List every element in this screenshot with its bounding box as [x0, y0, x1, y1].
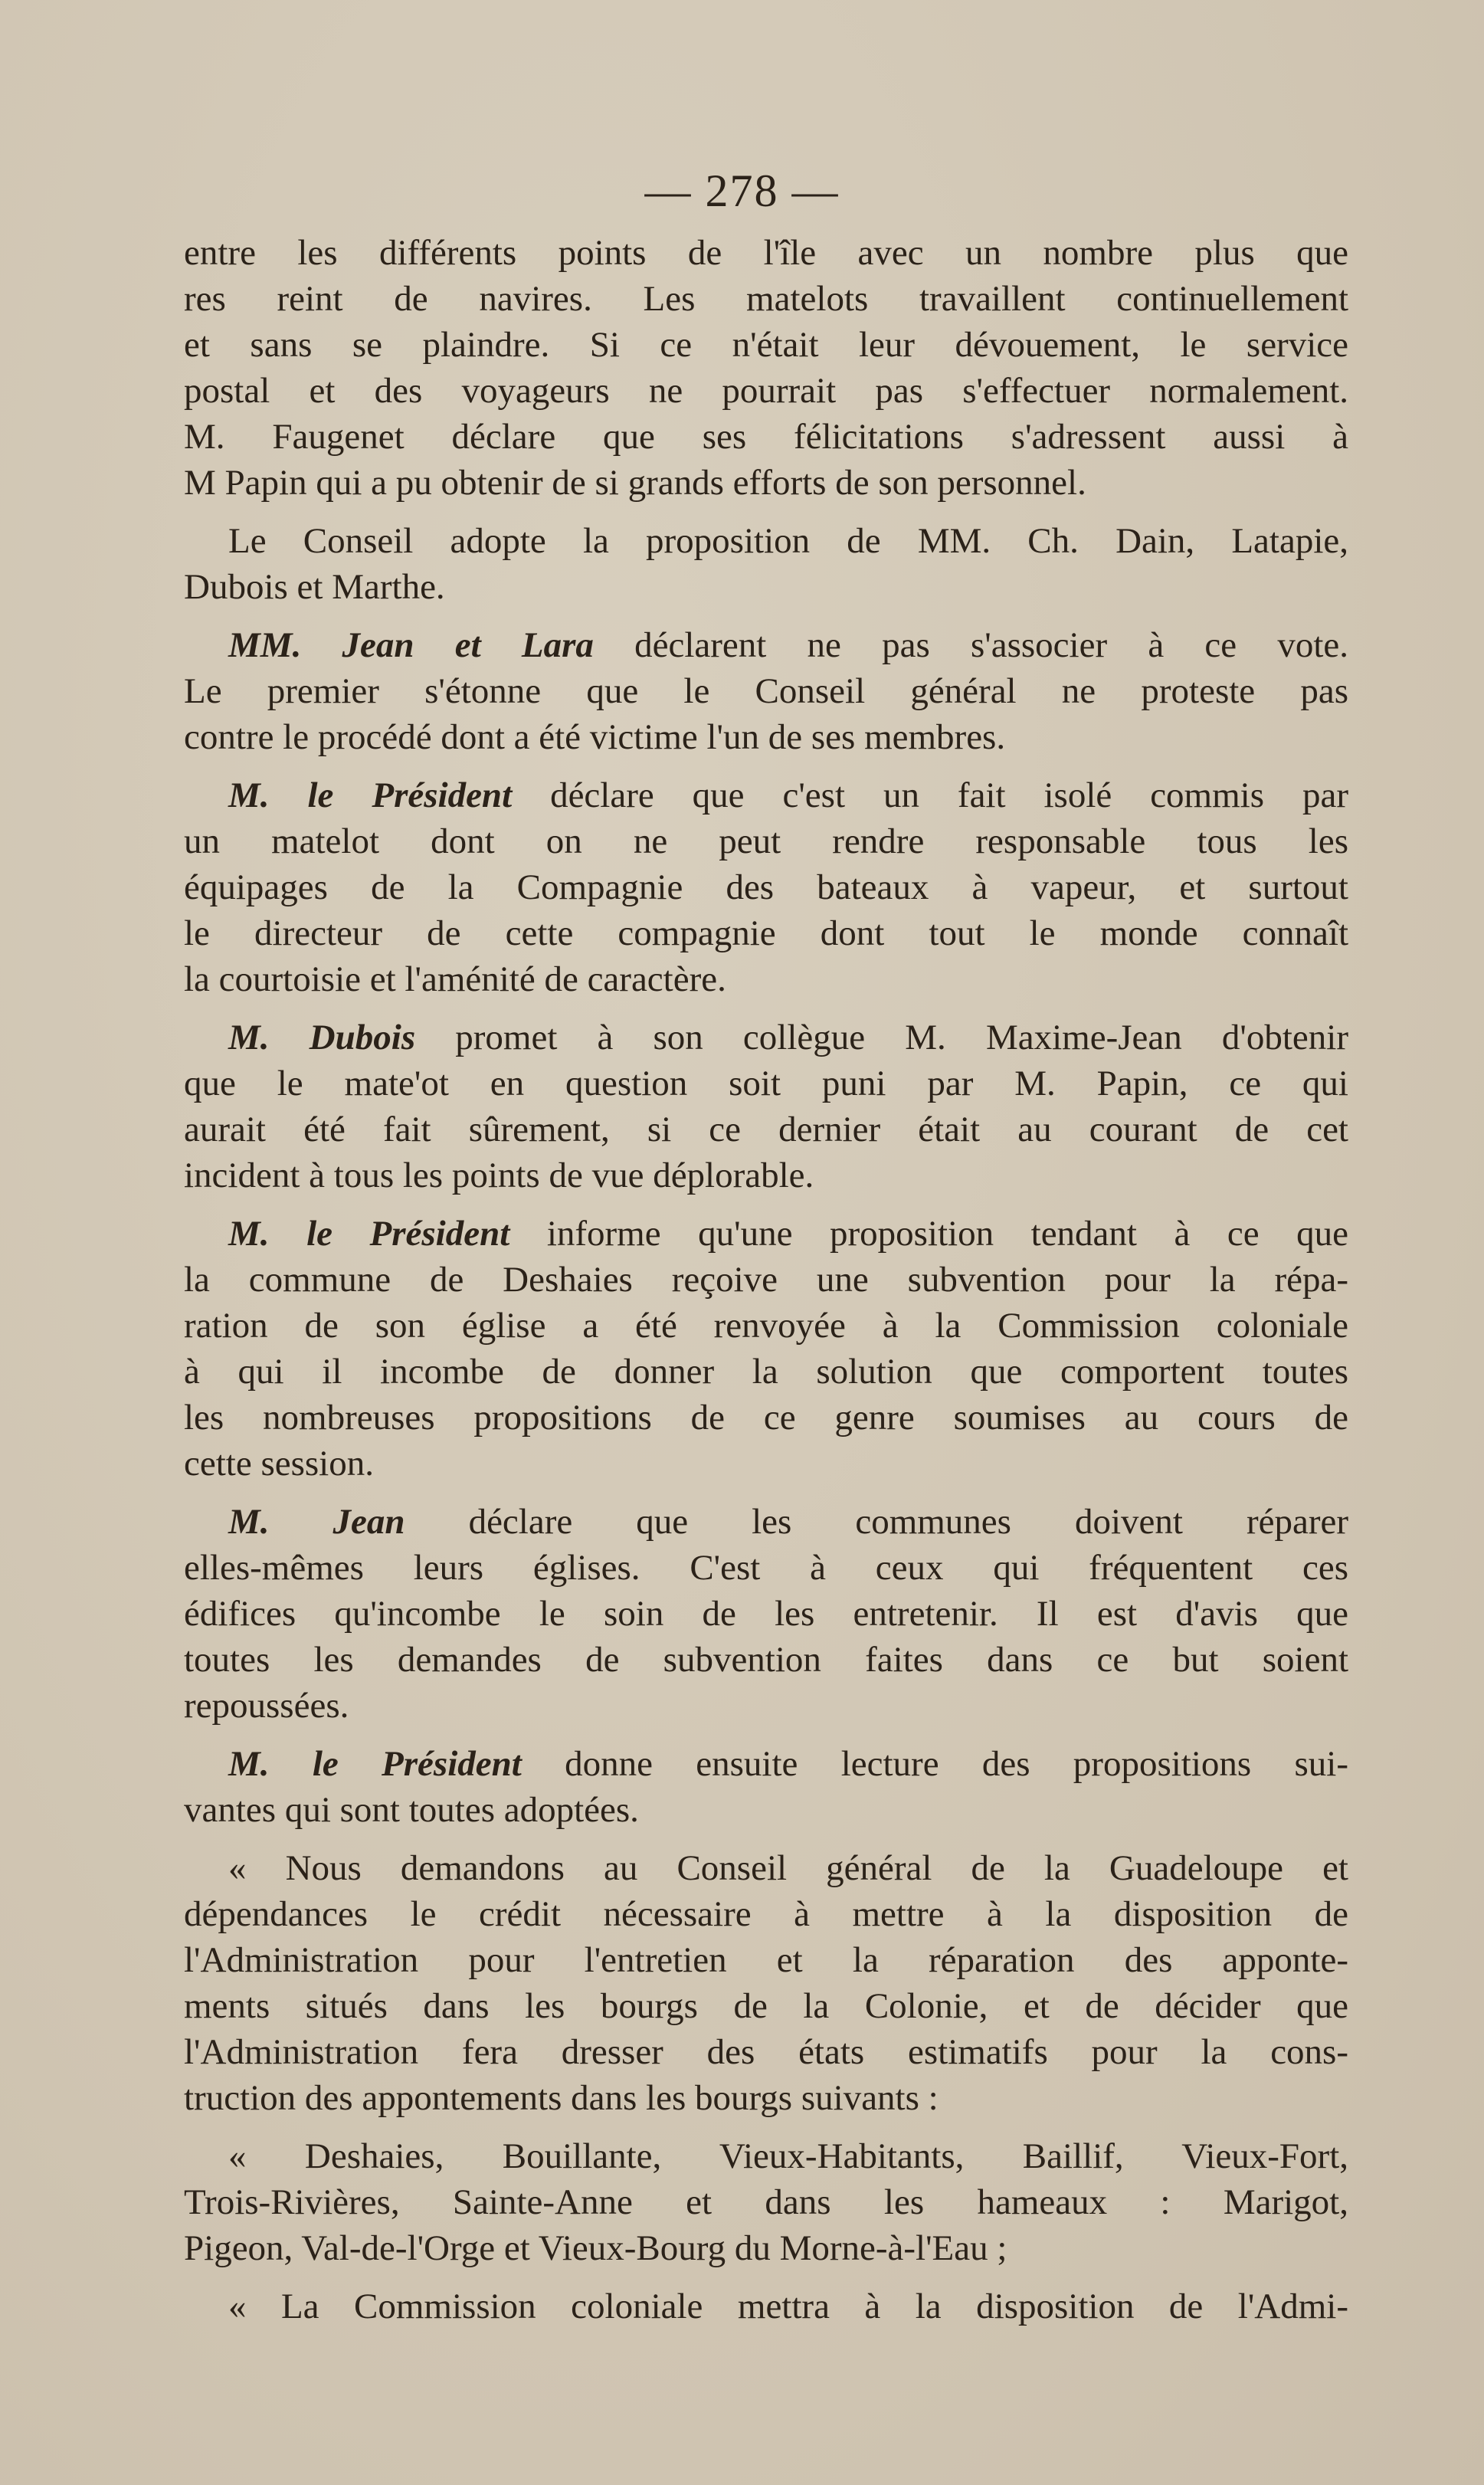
line-text: dépendances le crédit nécessaire à mettre à la disposition de	[184, 1894, 1348, 1934]
line-text: promet à son collègue M. Maxime-Jean d'obtenir	[415, 1018, 1348, 1057]
line-text: truction des appontements dans les bourgs suivants :	[184, 2078, 939, 2118]
line-text: ration de son église a été renvoyée à la Commission coloniale	[184, 1306, 1348, 1346]
paragraph	[184, 1015, 1348, 1198]
text-line	[184, 276, 1348, 322]
text-line	[184, 2133, 1348, 2179]
paragraph	[184, 1845, 1348, 2121]
line-text: elles-mêmes leurs églises. C'est à ceux qui fréquentent ces	[184, 1548, 1348, 1588]
line-text: contre le procédé dont a été victime l'un de ses membres.	[184, 717, 1006, 757]
text-line	[184, 2075, 1348, 2121]
line-text: le directeur de cette compagnie dont tout le monde connaît	[184, 913, 1348, 953]
text-line	[184, 2283, 1348, 2329]
text-line	[184, 1152, 1348, 1198]
text-line	[184, 1211, 1348, 1257]
line-text: un matelot dont on ne peut rendre responsable tous les	[184, 821, 1348, 861]
paragraph	[184, 518, 1348, 610]
text-line	[184, 368, 1348, 414]
speaker-name: M. Dubois	[228, 1018, 416, 1057]
line-text: édifices qu'incombe le soin de les entretenir. Il est d'avis que	[184, 1594, 1348, 1634]
text-line	[184, 1845, 1348, 1891]
text-line	[184, 1891, 1348, 1937]
line-text: cette session.	[184, 1444, 374, 1483]
speaker-name: M. le Président	[228, 1744, 522, 1784]
line-text: vantes qui sont toutes adoptées.	[184, 1790, 639, 1830]
text-line	[184, 864, 1348, 910]
paragraph	[184, 1741, 1348, 1833]
line-text: Dubois et Marthe.	[184, 567, 445, 607]
text-line	[184, 322, 1348, 368]
line-text: Le Conseil adopte la proposition de MM. Ch. Dain, Latapie,	[228, 521, 1348, 561]
paragraph	[184, 1499, 1348, 1729]
text-line	[184, 818, 1348, 864]
text-line	[184, 2225, 1348, 2271]
line-text: la courtoisie et l'aménité de caractère.	[184, 959, 726, 999]
line-text: et sans se plaindre. Si ce n'était leur dévouement, le service	[184, 325, 1348, 365]
text-line	[184, 910, 1348, 956]
text-line	[184, 622, 1348, 668]
line-text: « La Commission coloniale mettra à la disposition de l'Admi-	[228, 2287, 1348, 2326]
text-line	[184, 1349, 1348, 1395]
paragraph	[184, 1211, 1348, 1487]
text-line	[184, 1983, 1348, 2029]
line-text: déclare que c'est un fait isolé commis par	[512, 775, 1348, 815]
line-text: « Deshaies, Bouillante, Vieux-Habitants, Baillif, Vieux-Fort,	[228, 2136, 1348, 2176]
paragraph	[184, 772, 1348, 1002]
line-text: informe qu'une proposition tendant à ce que	[509, 1214, 1348, 1254]
text-line	[184, 772, 1348, 818]
text-line	[184, 1257, 1348, 1303]
page-number: — 278 —	[644, 166, 840, 216]
text-line	[184, 1787, 1348, 1833]
text-line	[184, 414, 1348, 460]
text-line	[184, 1637, 1348, 1683]
text-line	[184, 518, 1348, 564]
document-body	[184, 230, 1348, 2329]
text-line	[184, 2179, 1348, 2225]
text-line	[184, 714, 1348, 760]
line-text: « Nous demandons au Conseil général de la Guadeloupe et	[228, 1848, 1348, 1888]
paragraph	[184, 2133, 1348, 2271]
speaker-name: M. Jean	[228, 1502, 405, 1542]
speaker-name: M. le Président	[228, 1214, 510, 1254]
line-text: Le premier s'étonne que le Conseil général ne proteste pas	[184, 671, 1348, 711]
text-line	[184, 230, 1348, 276]
speaker-name: MM. Jean et Lara	[228, 625, 594, 665]
line-text: aurait été fait sûrement, si ce dernier était au courant de cet	[184, 1110, 1348, 1149]
text-line	[184, 1395, 1348, 1441]
text-line	[184, 460, 1348, 506]
text-line	[184, 1741, 1348, 1787]
line-text: M Papin qui a pu obtenir de si grands efforts de son personnel.	[184, 463, 1086, 503]
text-line	[184, 1106, 1348, 1152]
line-text: à qui il incombe de donner la solution que comportent toutes	[184, 1352, 1348, 1392]
line-text: res reint de navires. Les matelots travaillent continuellement	[184, 279, 1348, 319]
text-line	[184, 1303, 1348, 1349]
line-text: Trois-Rivières, Sainte-Anne et dans les hameaux : Marigot,	[184, 2182, 1348, 2222]
line-text: entre les différents points de l'île avec un nombre plus que	[184, 233, 1348, 273]
speaker-name: M. le Président	[228, 775, 513, 815]
paragraph	[184, 622, 1348, 760]
line-text: ments situés dans les bourgs de la Colonie, et de décider que	[184, 1986, 1348, 2026]
line-text: donne ensuite lecture des propositions sui-	[521, 1744, 1348, 1784]
line-text: repoussées.	[184, 1686, 349, 1726]
line-text: M. Faugenet déclare que ses félicitations s'adressent aussi à	[184, 417, 1348, 457]
text-line	[184, 2029, 1348, 2075]
line-text: toutes les demandes de subvention faites dans ce but soient	[184, 1640, 1348, 1680]
line-text: Pigeon, Val-de-l'Orge et Vieux-Bourg du Morne-à-l'Eau ;	[184, 2228, 1007, 2268]
text-line	[184, 1937, 1348, 1983]
line-text: incident à tous les points de vue déplorable.	[184, 1156, 814, 1195]
text-line	[184, 1061, 1348, 1106]
text-line	[184, 564, 1348, 610]
text-line	[184, 1591, 1348, 1637]
line-text: l'Administration pour l'entretien et la réparation des apponte-	[184, 1940, 1348, 1980]
line-text: les nombreuses propositions de ce genre soumises au cours de	[184, 1398, 1348, 1438]
line-text: l'Administration fera dresser des états estimatifs pour la cons-	[184, 2032, 1348, 2072]
text-line	[184, 956, 1348, 1002]
line-text: déclare que les communes doivent réparer	[405, 1502, 1348, 1542]
text-line	[184, 1441, 1348, 1487]
text-line	[184, 1545, 1348, 1591]
line-text: équipages de la Compagnie des bateaux à vapeur, et surtout	[184, 867, 1348, 907]
paragraph	[184, 230, 1348, 506]
text-line	[184, 1499, 1348, 1545]
text-line	[184, 1015, 1348, 1061]
paragraph	[184, 2283, 1348, 2329]
text-line	[184, 668, 1348, 714]
line-text: postal et des voyageurs ne pourrait pas s'effectuer normalement.	[184, 371, 1348, 411]
text-line	[184, 1683, 1348, 1729]
line-text: la commune de Deshaies reçoive une subvention pour la répa-	[184, 1260, 1348, 1300]
line-text: que le mate'ot en question soit puni par M. Papin, ce qui	[184, 1064, 1348, 1103]
line-text: déclarent ne pas s'associer à ce vote.	[593, 625, 1349, 665]
